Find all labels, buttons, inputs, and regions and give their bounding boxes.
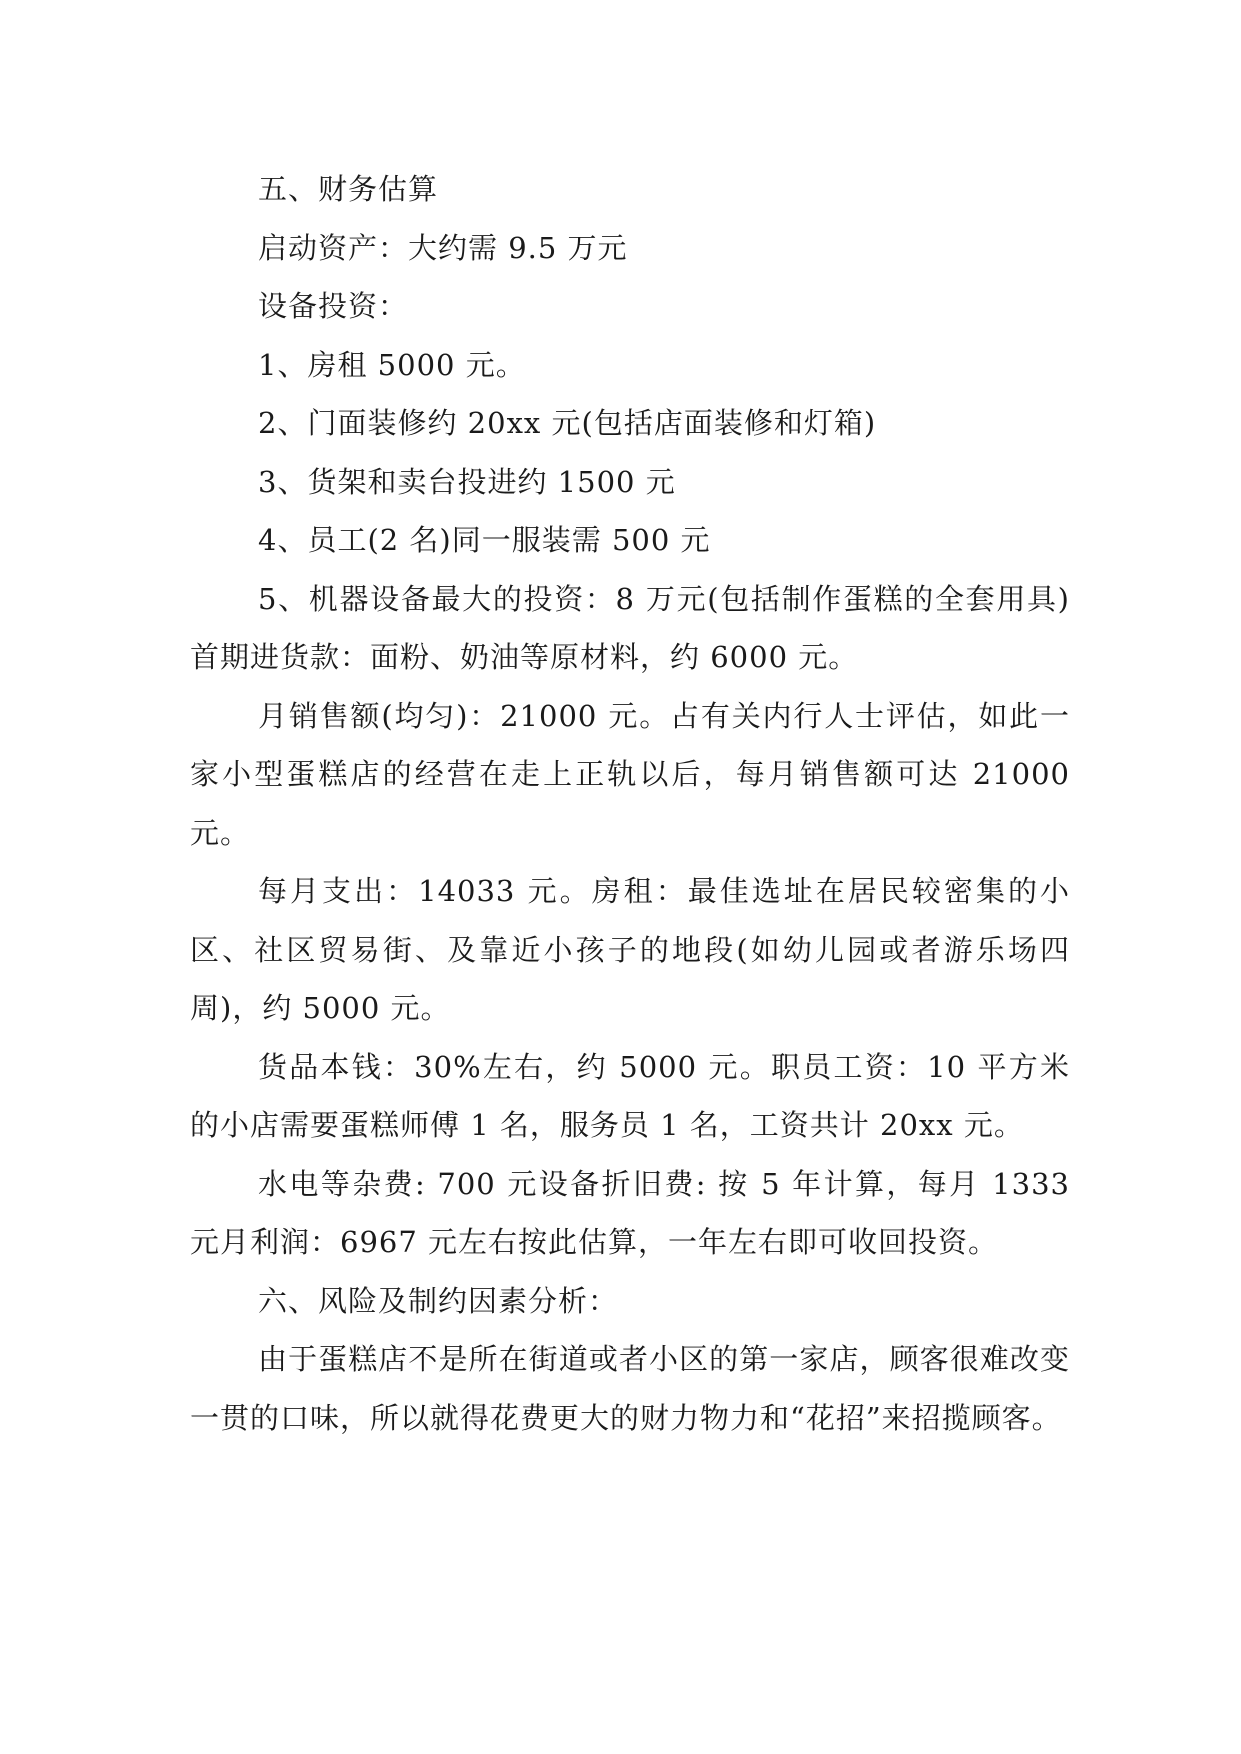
list-item-decoration: 2、门面装修约 20xx 元(包括店面装修和灯箱): [258, 406, 877, 440]
equipment-investment-label: 设备投资：: [258, 289, 409, 323]
document-body: [190, 160, 1070, 1447]
list-item-machinery: 5、机器设备最大的投资：8 万元(包括制作蛋糕的全套用具)首期进货款：面粉、奶油等原材料，约 6000 元。: [190, 581, 1070, 674]
list-item-uniforms: 4、员工(2 名)同一服装需 500 元: [258, 523, 711, 557]
startup-capital-line: 启动资产：大约需 9.5 万元: [258, 230, 628, 265]
list-item-rent: 1、房租 5000 元。: [258, 347, 526, 382]
paragraph-monthly-sales: 月销售额(均匀)：21000 元。占有关内行人士评估，如此一家小型蛋糕店的经营在走上正轨以后，每月销售额可达 21000 元。: [190, 698, 1070, 850]
paragraph-utilities: 水电等杂费: 700 元设备折旧费: 按 5 年计算，每月 1333 元月利润：6967 元左右按此估算，一年左右即可收回投资。: [190, 1166, 1070, 1259]
section-heading-finance: 五、财务估算: [258, 172, 439, 206]
list-item-shelves: 3、货架和卖台投进约 1500 元: [258, 464, 676, 499]
section-heading-risk: 六、风险及制约因素分析：: [258, 1283, 619, 1318]
paragraph-monthly-expenses: 每月支出：14033 元。房租：最佳选址在居民较密集的小区、社区贸易街、及靠近小孩子的地段(如幼儿园或者游乐场四周)，约 5000 元。: [190, 874, 1070, 1025]
paragraph-risk: 由于蛋糕店不是所在街道或者小区的第一家店，顾客很难改变一贯的口味，所以就得花费更大的财力物力和“花招”来招揽顾客。: [190, 1342, 1070, 1435]
paragraph-goods-cost: 货品本钱：30%左右，约 5000 元。职员工资：10 平方米的小店需要蛋糕师傅 1 名，服务员 1 名，工资共计 20xx 元。: [190, 1049, 1070, 1142]
